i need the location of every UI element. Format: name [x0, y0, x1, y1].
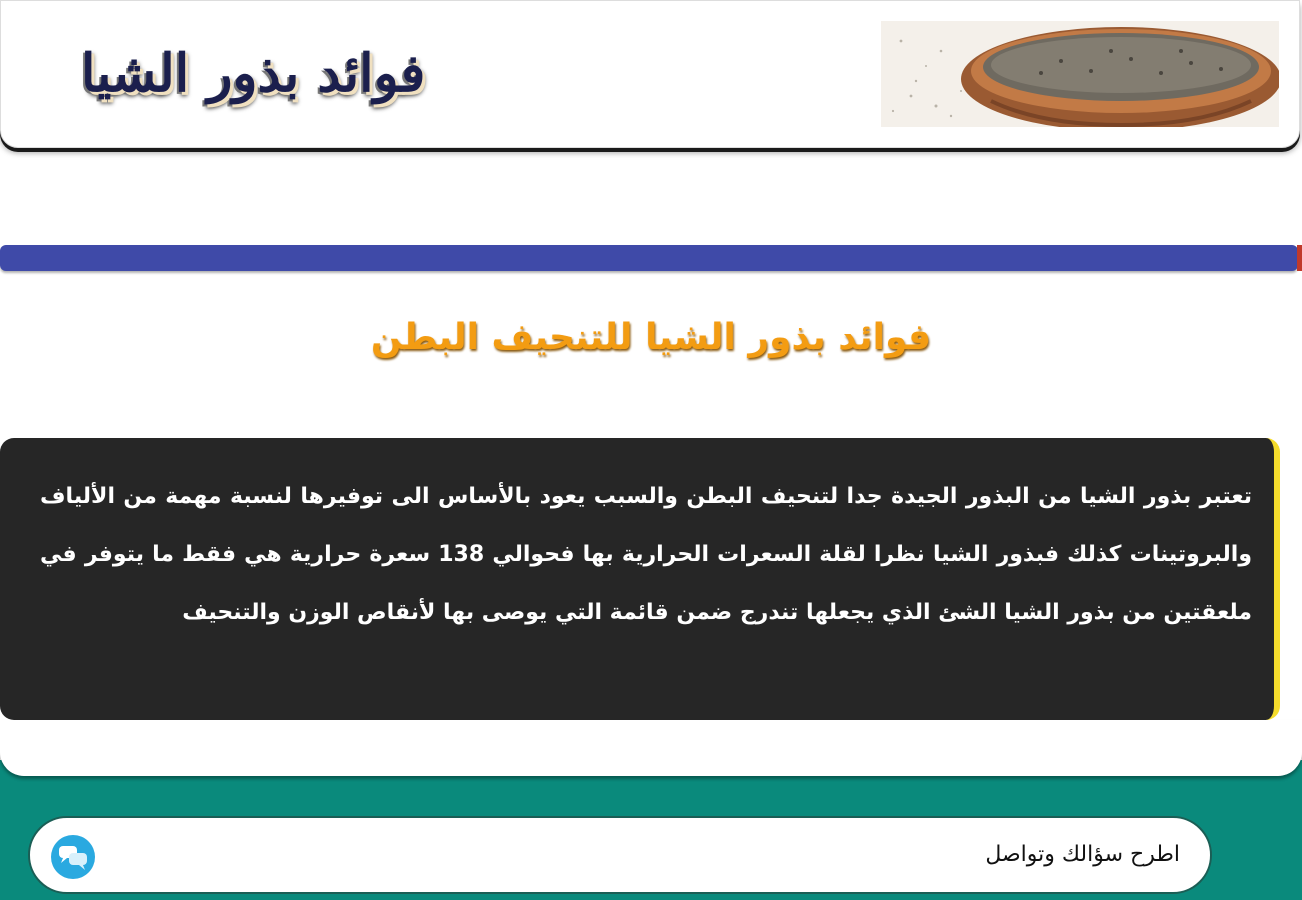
ask-question-label: اطرح سؤالك وتواصل — [985, 842, 1180, 867]
divider-bar-accent — [1297, 245, 1302, 271]
header-card — [0, 0, 1300, 148]
chat-bubbles-icon — [50, 834, 96, 880]
ask-question-button[interactable] — [28, 816, 1212, 894]
divider-bar — [0, 245, 1298, 271]
article-body: تعتبر بذور الشيا من البذور الجيدة جدا لتنحيف البطن والسبب يعود بالأساس الى توفيرها لنسبة مهمة من الألياف والبروتينات كذلك فبذور الشيا نظرا لقلة السعرات الحرارية بها فحوالي 138 سعرة حرارية هي فقط ما يتوفر في ملعقتين من بذور الشيا الشئ الذي يجعلها تندرج ضمن قائمة التي يوصى بها لأنقاص الوزن والتنحيف — [40, 484, 1252, 625]
chia-seeds-bowl-image — [881, 21, 1279, 127]
content-bottom-curve — [0, 720, 1302, 776]
site-title[interactable]: فوائد بذور الشيا — [81, 43, 426, 104]
article-heading: فوائد بذور الشيا للتنحيف البطن — [370, 317, 932, 358]
